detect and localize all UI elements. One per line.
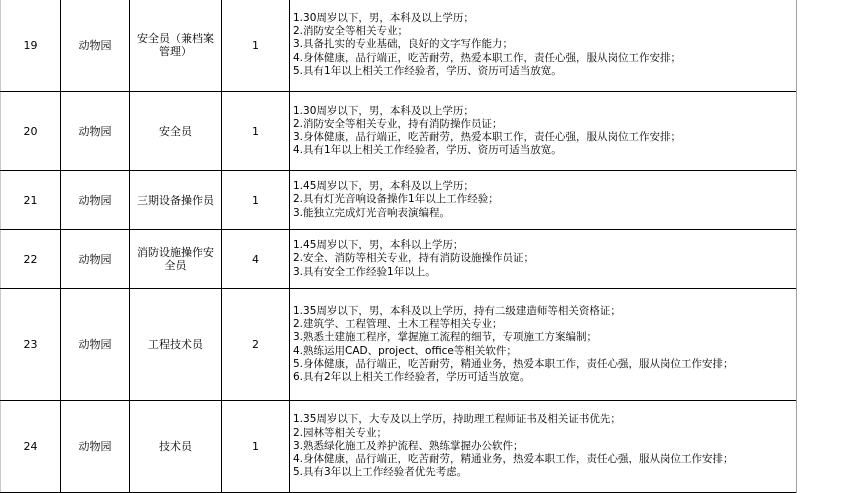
count-cell: 1	[222, 401, 290, 493]
requirement-line: 3.具备扎实的专业基础，良好的文字写作能力；	[293, 38, 514, 51]
requirement-line: 3.熟悉土建施工程序，掌握施工流程的细节，专项施工方案编制；	[293, 331, 598, 344]
row-number-cell: 22	[1, 230, 61, 289]
requirement-line: 1.45周岁以下，男，本科及以上学历；	[293, 180, 474, 193]
position-cell: 技术员	[130, 401, 222, 493]
table-row	[1, 92, 798, 171]
count-cell: 1	[222, 0, 290, 92]
requirement-line: 2.消防安全等相关专业，持有消防操作员证；	[293, 117, 503, 130]
table-row	[1, 401, 798, 493]
count-cell: 4	[222, 230, 290, 289]
requirement-line: 3.具有安全工作经验1年以上。	[293, 265, 436, 278]
requirement-line: 1.35周岁以下，大专及以上学历，持助理工程师证书及相关证书优先；	[293, 413, 621, 426]
unit-cell: 动物园	[61, 0, 130, 92]
requirement-line: 2.具有灯光音响设备操作1年以上工作经验；	[293, 193, 499, 206]
row-number-cell: 19	[1, 0, 61, 92]
requirements-cell	[290, 0, 798, 92]
row-number-cell: 23	[1, 289, 61, 401]
requirement-line: 5.具有1年以上相关工作经验者，学历、资历可适当放宽。	[293, 64, 562, 77]
empty-margin	[796, 0, 842, 493]
requirement-line: 4.身体健康，品行端正，吃苦耐劳，精通业务，热爱本职工作，责任心强，服从岗位工作安排；	[293, 453, 734, 466]
position-cell: 安全员	[130, 92, 222, 171]
row-number-cell: 20	[1, 92, 61, 171]
position-cell: 工程技术员	[130, 289, 222, 401]
count-cell: 1	[222, 171, 290, 230]
unit-cell: 动物园	[61, 92, 130, 171]
requirement-line: 5.身体健康，品行端正，吃苦耐劳，精通业务，热爱本职工作，责任心强，服从岗位工作安排；	[293, 357, 734, 370]
row-number-cell: 21	[1, 171, 61, 230]
table-row	[1, 0, 798, 92]
count-cell: 2	[222, 289, 290, 401]
requirements-cell	[290, 401, 798, 493]
requirement-line: 6.具有2年以上相关工作经验者，学历可适当放宽。	[293, 370, 531, 383]
unit-cell: 动物园	[61, 401, 130, 493]
table-row	[1, 230, 798, 289]
count-cell: 1	[222, 92, 290, 171]
requirements-cell	[290, 92, 798, 171]
requirement-line: 3.熟悉绿化施工及养护流程、熟练掌握办公软件；	[293, 439, 524, 452]
requirement-line: 1.30周岁以下，男，本科及以上学历；	[293, 104, 474, 117]
requirements-cell	[290, 289, 798, 401]
requirement-line: 4.熟练运用CAD、project、office等相关软件；	[293, 344, 517, 357]
requirement-line: 2.建筑学、工程管理、土木工程等相关专业；	[293, 318, 503, 331]
unit-cell: 动物园	[61, 230, 130, 289]
requirements-cell	[290, 171, 798, 230]
requirement-line: 1.30周岁以下，男，本科及以上学历；	[293, 11, 474, 24]
unit-cell: 动物园	[61, 289, 130, 401]
position-cell: 三期设备操作员	[130, 171, 222, 230]
table-row	[1, 289, 798, 401]
requirement-line: 4.身体健康，品行端正，吃苦耐劳，热爱本职工作，责任心强，服从岗位工作安排；	[293, 51, 682, 64]
requirement-line: 5.具有3年以上工作经验者优先考虑。	[293, 466, 468, 479]
requirements-cell	[290, 230, 798, 289]
requirement-line: 3.身体健康，品行端正，吃苦耐劳，热爱本职工作，责任心强，服从岗位工作安排；	[293, 131, 682, 143]
requirement-line: 1.45周岁以下，男，本科以上学历；	[293, 239, 464, 252]
unit-cell: 动物园	[61, 171, 130, 230]
requirement-line: 1.35周岁以下，男，本科及以上学历，持有二级建造师等相关资格证；	[293, 304, 621, 317]
position-cell: 安全员（兼档案管理）	[130, 0, 222, 92]
requirement-line: 4.具有1年以上相关工作经验者，学历、资历可适当放宽。	[293, 144, 562, 157]
requirement-line: 2.园林等相关专业；	[293, 426, 388, 439]
table-row	[1, 171, 798, 230]
requirement-line: 2.安全、消防等相关专业，持有消防设施操作员证；	[293, 252, 535, 265]
position-cell: 消防设施操作安全员	[130, 230, 222, 289]
requirement-line: 3.能独立完成灯光音响表演编程。	[293, 206, 451, 219]
column-gridline	[796, 0, 797, 493]
requirement-line: 2.消防安全等相关专业；	[293, 25, 409, 38]
row-number-cell: 24	[1, 401, 61, 493]
